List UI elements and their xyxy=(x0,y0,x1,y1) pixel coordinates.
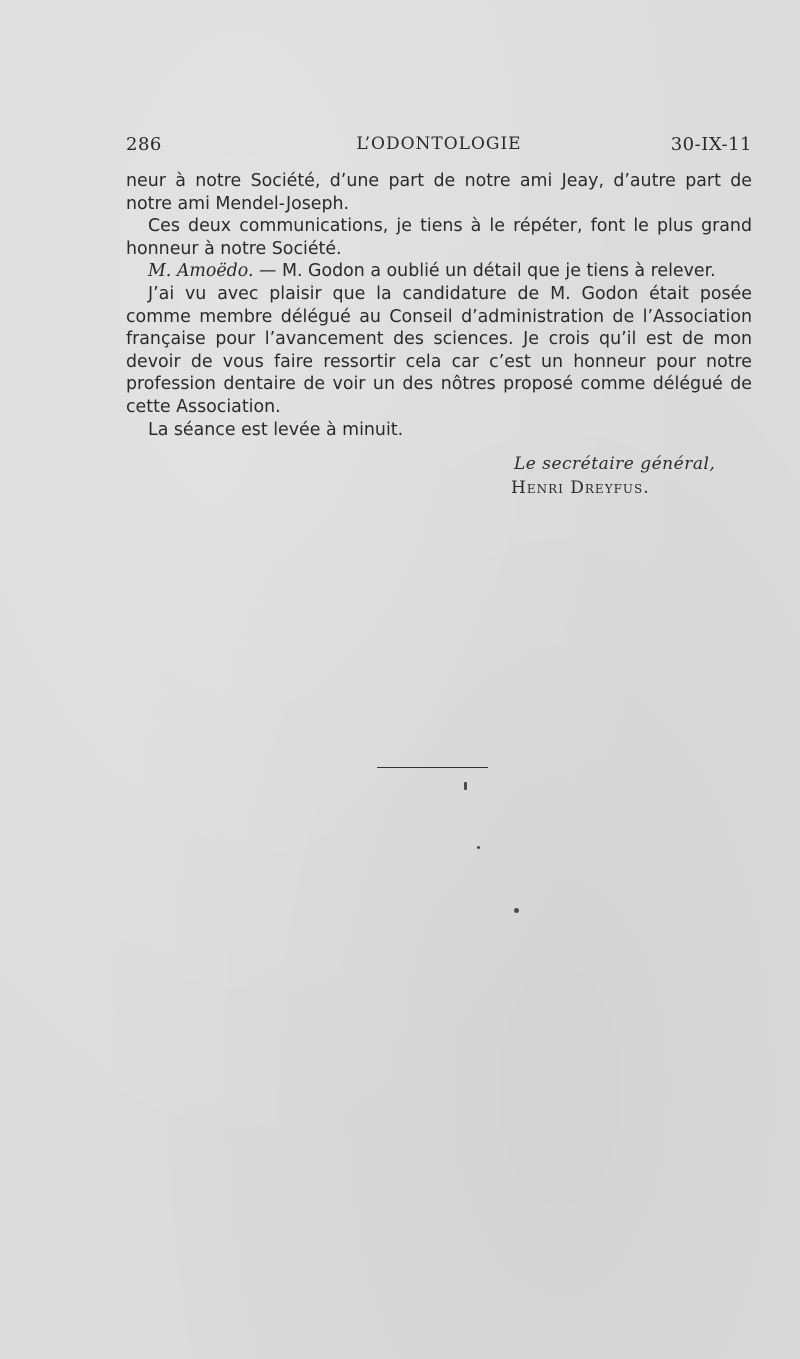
page-header xyxy=(126,134,752,162)
paragraph-text: neur à notre Société, d’une part de notre ami Jeay, d’autre part de notre ami Mendel-Joseph. xyxy=(126,171,752,214)
signature-name: Henri Dreyfus. xyxy=(511,478,650,498)
speaker-name: M. Amoëdo. xyxy=(148,261,254,282)
paragraph-text: J’ai vu avec plaisir que la candidature de M. Godon était posée comme membre délégué au Conseil d’administration de l’Association française pour l’avancement des sciences. Je crois qu’il est de mon devoir de vous faire ressortir cela car c’est un honneur pour notre profession dentaire de voir un des nôtres proposé comme délégué de cette Association. xyxy=(126,283,752,417)
paragraph-text: — M. Godon a oublié un détail que je tiens à relever. xyxy=(253,261,716,282)
signature-title: Le secrétaire général, xyxy=(514,454,716,474)
paragraph xyxy=(126,260,752,283)
paragraph xyxy=(126,170,752,215)
issue-date: 30-IX-11 xyxy=(670,134,752,155)
running-title: L’ODONTOLOGIE xyxy=(356,134,522,154)
print-speck xyxy=(464,782,467,790)
print-speck xyxy=(477,846,480,849)
body-text xyxy=(126,170,752,441)
page-number: 286 xyxy=(126,134,162,155)
section-end-rule xyxy=(377,767,488,768)
print-speck xyxy=(514,908,519,913)
paragraph-text: Ces deux communications, je tiens à le répéter, font le plus grand honneur à notre Société. xyxy=(126,216,752,259)
paragraph xyxy=(126,419,752,442)
paragraph-text: La séance est levée à minuit. xyxy=(148,419,404,440)
paragraph xyxy=(126,283,752,419)
paragraph xyxy=(126,215,752,260)
signature-block xyxy=(126,452,752,500)
